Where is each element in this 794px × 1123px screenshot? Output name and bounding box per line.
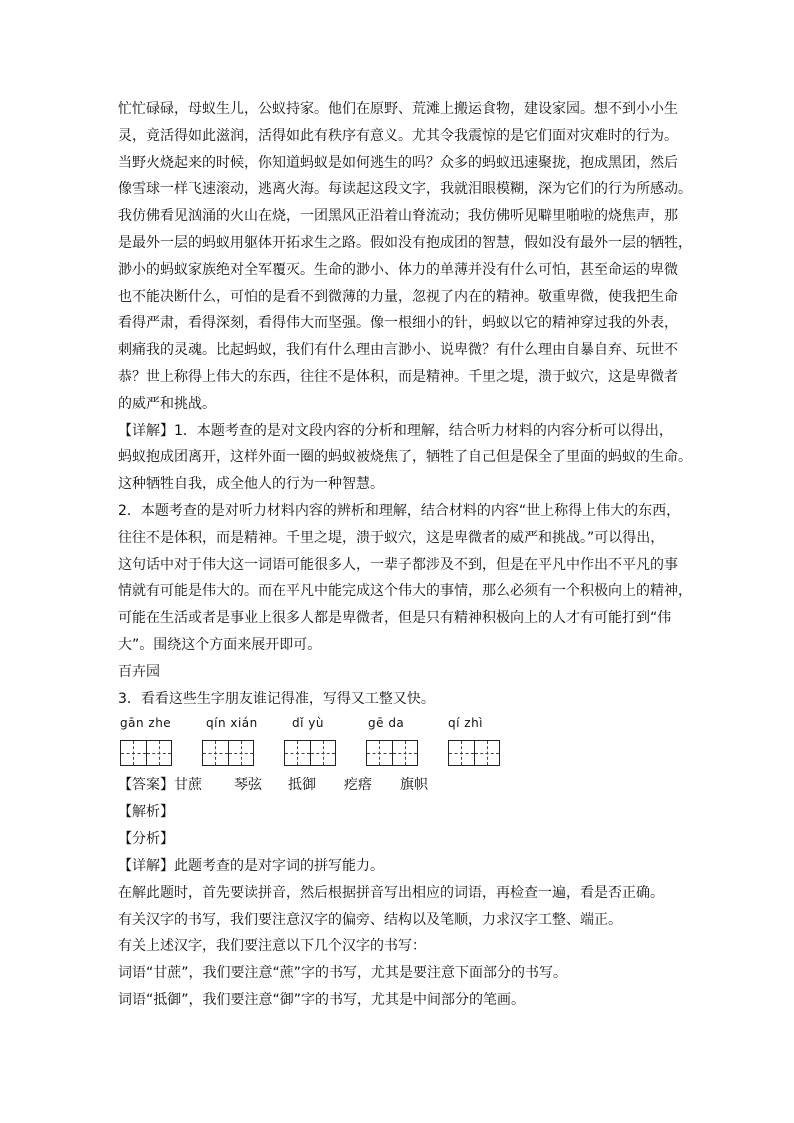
pinyin-label: dǐ yù bbox=[292, 716, 324, 731]
explanation-line: 词语“抵御”，我们要注意“御”字的书写，尤其是中间部分的笔画。 bbox=[118, 991, 526, 1008]
detail-line: 【详解】1．本题考查的是对文段内容的分析和理解，结合听力材料的内容分析可以得出， bbox=[118, 422, 673, 439]
writing-grid-box[interactable] bbox=[202, 740, 254, 766]
fenxi-heading: 【分析】 bbox=[118, 831, 174, 848]
detail-explanation-1 bbox=[118, 418, 692, 498]
passage-line: 像雪球一样飞速滚动，逃离火海。每读起这段文字，我就泪眼模糊，深为它们的行为所感动。 bbox=[118, 181, 692, 198]
detail-explanation-2 bbox=[118, 498, 692, 659]
writing-grid-box[interactable] bbox=[120, 740, 172, 766]
pinyin-label: qín xián bbox=[206, 716, 258, 731]
passage-line: 刺痛我的灵魂。比起蚂蚁，我们有什么理由言渺小、说卑微？有什么理由自暴自弃、玩世不 bbox=[118, 342, 678, 359]
detail-line: 蚂蚁抱成团离开，这样外面一圈的蚂蚁被烧焦了，牺牲了自己但是保全了里面的蚂蚁的生命。 bbox=[118, 449, 692, 466]
explanation-block bbox=[118, 853, 684, 1014]
detail-line: 情就有可能是伟大的。而在平凡中能完成这个伟大的事情，那么必须有一个积极向上的精神， bbox=[118, 583, 692, 600]
pinyin-row bbox=[118, 714, 684, 740]
passage-line: 是最外一层的蚂蚁用躯体开拓求生之路。假如没有抱成团的智慧，假如没有最外一层的牺牲， bbox=[118, 234, 692, 251]
explanation-line: 在解此题时，首先要读拼音，然后根据拼音写出相应的词语，再检查一遍，看是否正确。 bbox=[118, 884, 664, 901]
passage-line: 的威严和挑战。 bbox=[118, 395, 216, 412]
question-3: 3．看看这些生字朋友谁记得准，写得又工整又快。 bbox=[118, 690, 435, 707]
explanation-line: 有关汉字的书写，我们要注意汉字的偏旁、结构以及笔顺，力求汉字工整、端正。 bbox=[118, 911, 622, 928]
writing-grid-box[interactable] bbox=[366, 740, 418, 766]
answer-label: 【答案】 bbox=[118, 777, 174, 794]
detail-line: 往往不是体积，而是精神。千里之堤，溃于蚁穴，这是卑微者的威严和挑战。”可以得出， bbox=[118, 529, 665, 546]
explanation-line: 有关上述汉字，我们要注意以下几个汉字的书写： bbox=[118, 938, 426, 955]
pinyin-label: gē da bbox=[368, 716, 405, 731]
answer-word: 疙瘩 bbox=[344, 777, 372, 794]
pinyin-label: qí zhì bbox=[448, 716, 484, 731]
detail-line: 大”。围绕这个方面来展开即可。 bbox=[118, 636, 322, 653]
detail-line: 这种牺牲自我，成全他人的行为一种智慧。 bbox=[118, 476, 384, 493]
passage-line: 渺小的蚂蚁家族绝对全军覆灭。生命的渺小、体力的单薄并没有什么可怕，甚至命运的卑微 bbox=[118, 261, 678, 278]
writing-grid-box[interactable] bbox=[448, 740, 500, 766]
writing-grid-row bbox=[118, 740, 684, 770]
passage-line: 也不能决断什么，可怕的是看不到微薄的力量，忽视了内在的精神。敬重卑微，使我把生命 bbox=[118, 288, 678, 305]
analysis-heading: 【解析】 bbox=[118, 804, 174, 821]
passage-line: 当野火烧起来的时候，你知道蚂蚁是如何逃生的吗？众多的蚂蚁迅速聚拢，抱成黑团，然后 bbox=[118, 154, 678, 171]
explanation-line: 词语“甘蔗”，我们要注意“蔗”字的书写，尤其是要注意下面部分的书写。 bbox=[118, 965, 568, 982]
passage-line: 灵，竟活得如此滋润，活得如此有秩序有意义。尤其令我震惊的是它们面对灾难时的行为。 bbox=[118, 127, 678, 144]
detail-line: 可能在生活或者是事业上很多人都是卑微者，但是只有精神积极向上的人才有可能打到“伟 bbox=[118, 610, 672, 627]
answer-row bbox=[118, 772, 684, 799]
pinyin-label: gān zhe bbox=[120, 716, 172, 731]
answer-word: 琴弦 bbox=[234, 777, 262, 794]
document-page bbox=[118, 96, 692, 1014]
section-title: 百卉园 bbox=[118, 663, 160, 680]
detail-line: 这句话中对于伟大这一词语可能很多人，一辈子都涉及不到，但是在平凡中作出不平凡的事 bbox=[118, 556, 678, 573]
answer-word: 甘蔗 bbox=[174, 777, 202, 794]
answer-word: 旗帜 bbox=[400, 777, 428, 794]
detail-line: 2．本题考查的是对听力材料内容的辨析和理解，结合材料的内容“世上称得上伟大的东西， bbox=[118, 502, 681, 519]
passage-line: 看得严肃，看得深刻，看得伟大而坚强。像一根细小的针，蚂蚁以它的精神穿过我的外表， bbox=[118, 315, 678, 332]
passage-line: 我仿佛看见汹涌的火山在烧，一团黑风正沿着山脊流动；我仿佛听见噼里啪啦的烧焦声，那 bbox=[118, 208, 678, 225]
passage-line: 忙忙碌碌，母蚁生儿，公蚁持家。他们在原野、荒滩上搬运食物，建设家园。想不到小小生 bbox=[118, 101, 678, 117]
explanation-line: 【详解】此题考查的是对字词的拼写能力。 bbox=[118, 857, 384, 874]
passage-line: 恭？世上称得上伟大的东西，往往不是体积，而是精神。千里之堤，溃于蚁穴，这是卑微者 bbox=[118, 368, 678, 385]
passage-paragraph bbox=[118, 96, 692, 418]
writing-grid-box[interactable] bbox=[284, 740, 336, 766]
answer-word: 抵御 bbox=[288, 777, 316, 794]
